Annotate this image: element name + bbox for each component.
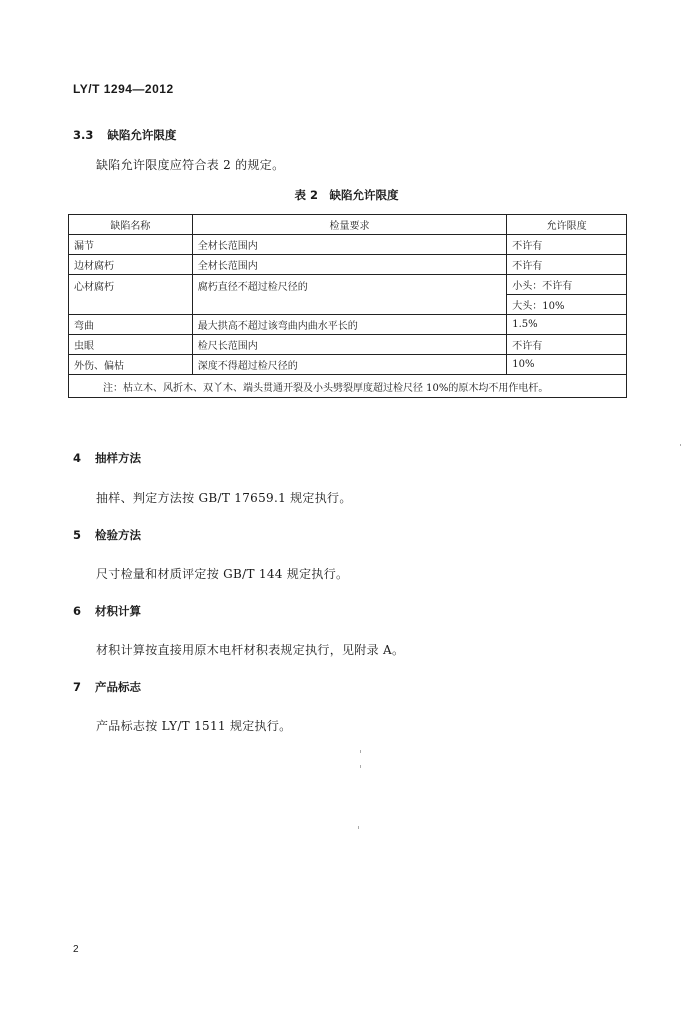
measurement-requirement: 腐朽直径不超过检尺径的	[192, 275, 507, 315]
table-row	[69, 335, 627, 355]
scan-speck	[680, 444, 681, 446]
defect-name: 外伤、偏枯	[69, 355, 193, 375]
defect-name: 心材腐朽	[69, 275, 193, 315]
defect-name: 边材腐朽	[69, 255, 193, 275]
measurement-requirement: 全材长范围内	[192, 235, 507, 255]
section-title: 抽样方法	[95, 451, 142, 465]
table-row	[69, 355, 627, 375]
section-title: 缺陷允许限度	[107, 128, 177, 142]
page-number: 2	[73, 944, 79, 955]
measurement-requirement: 深度不得超过检尺径的	[192, 355, 507, 375]
defect-tolerance-table	[68, 214, 627, 398]
section-number: 3.3	[73, 128, 94, 142]
scan-speck	[360, 765, 361, 768]
defect-name: 虫眼	[69, 335, 193, 355]
defect-name: 弯曲	[69, 315, 193, 335]
section-title: 材积计算	[95, 604, 142, 618]
column-header: 检量要求	[192, 215, 507, 235]
table-row	[69, 235, 627, 255]
section-title: 产品标志	[95, 680, 142, 694]
allowed-limit: 1.5%	[507, 315, 627, 335]
column-header: 允许限度	[507, 215, 627, 235]
measurement-requirement: 最大拱高不超过该弯曲内曲水平长的	[192, 315, 507, 335]
defect-name: 漏节	[69, 235, 193, 255]
allowed-limit: 不许有	[507, 255, 627, 275]
document-id: LY/T 1294—2012	[73, 82, 174, 96]
section-4-heading	[73, 450, 141, 466]
table-note: 注：枯立木、风折木、双丫木、端头贯通开裂及小头劈裂厚度超过检尺径 10%的原木均不用作电杆。	[69, 375, 627, 398]
table-header-row	[69, 215, 627, 235]
section-number: 5	[73, 528, 82, 542]
section-7-text: 产品标志按 LY/T 1511 规定执行。	[96, 719, 292, 733]
table-row	[69, 275, 627, 295]
scan-speck	[358, 826, 359, 829]
table-row	[69, 255, 627, 275]
section-5-heading	[73, 527, 141, 543]
section-4-text: 抽样、判定方法按 GB/T 17659.1 规定执行。	[96, 491, 352, 505]
section-5-text: 尺寸检量和材质评定按 GB/T 144 规定执行。	[96, 567, 349, 581]
section-6-text: 材积计算按直接用原木电杆材积表规定执行，见附录 A。	[96, 643, 405, 657]
section-number: 6	[73, 604, 82, 618]
scan-speck	[360, 750, 361, 753]
allowed-limit: 小头：不许有	[507, 275, 627, 295]
table-note-row	[69, 375, 627, 398]
table-caption: 表 2 缺陷允许限度	[294, 188, 399, 202]
section-title: 检验方法	[95, 528, 142, 542]
section-6-heading	[73, 603, 141, 619]
allowed-limit: 不许有	[507, 235, 627, 255]
section-number: 7	[73, 680, 82, 694]
section-3-3-text: 缺陷允许限度应符合表 2 的规定。	[96, 158, 285, 172]
table-row	[69, 315, 627, 335]
allowed-limit: 大头：10%	[507, 295, 627, 315]
measurement-requirement: 检尺长范围内	[192, 335, 507, 355]
column-header: 缺陷名称	[69, 215, 193, 235]
section-7-heading	[73, 679, 141, 695]
allowed-limit: 10%	[507, 355, 627, 375]
section-number: 4	[73, 451, 82, 465]
section-3-3-heading	[73, 127, 176, 143]
measurement-requirement: 全材长范围内	[192, 255, 507, 275]
allowed-limit: 不许有	[507, 335, 627, 355]
